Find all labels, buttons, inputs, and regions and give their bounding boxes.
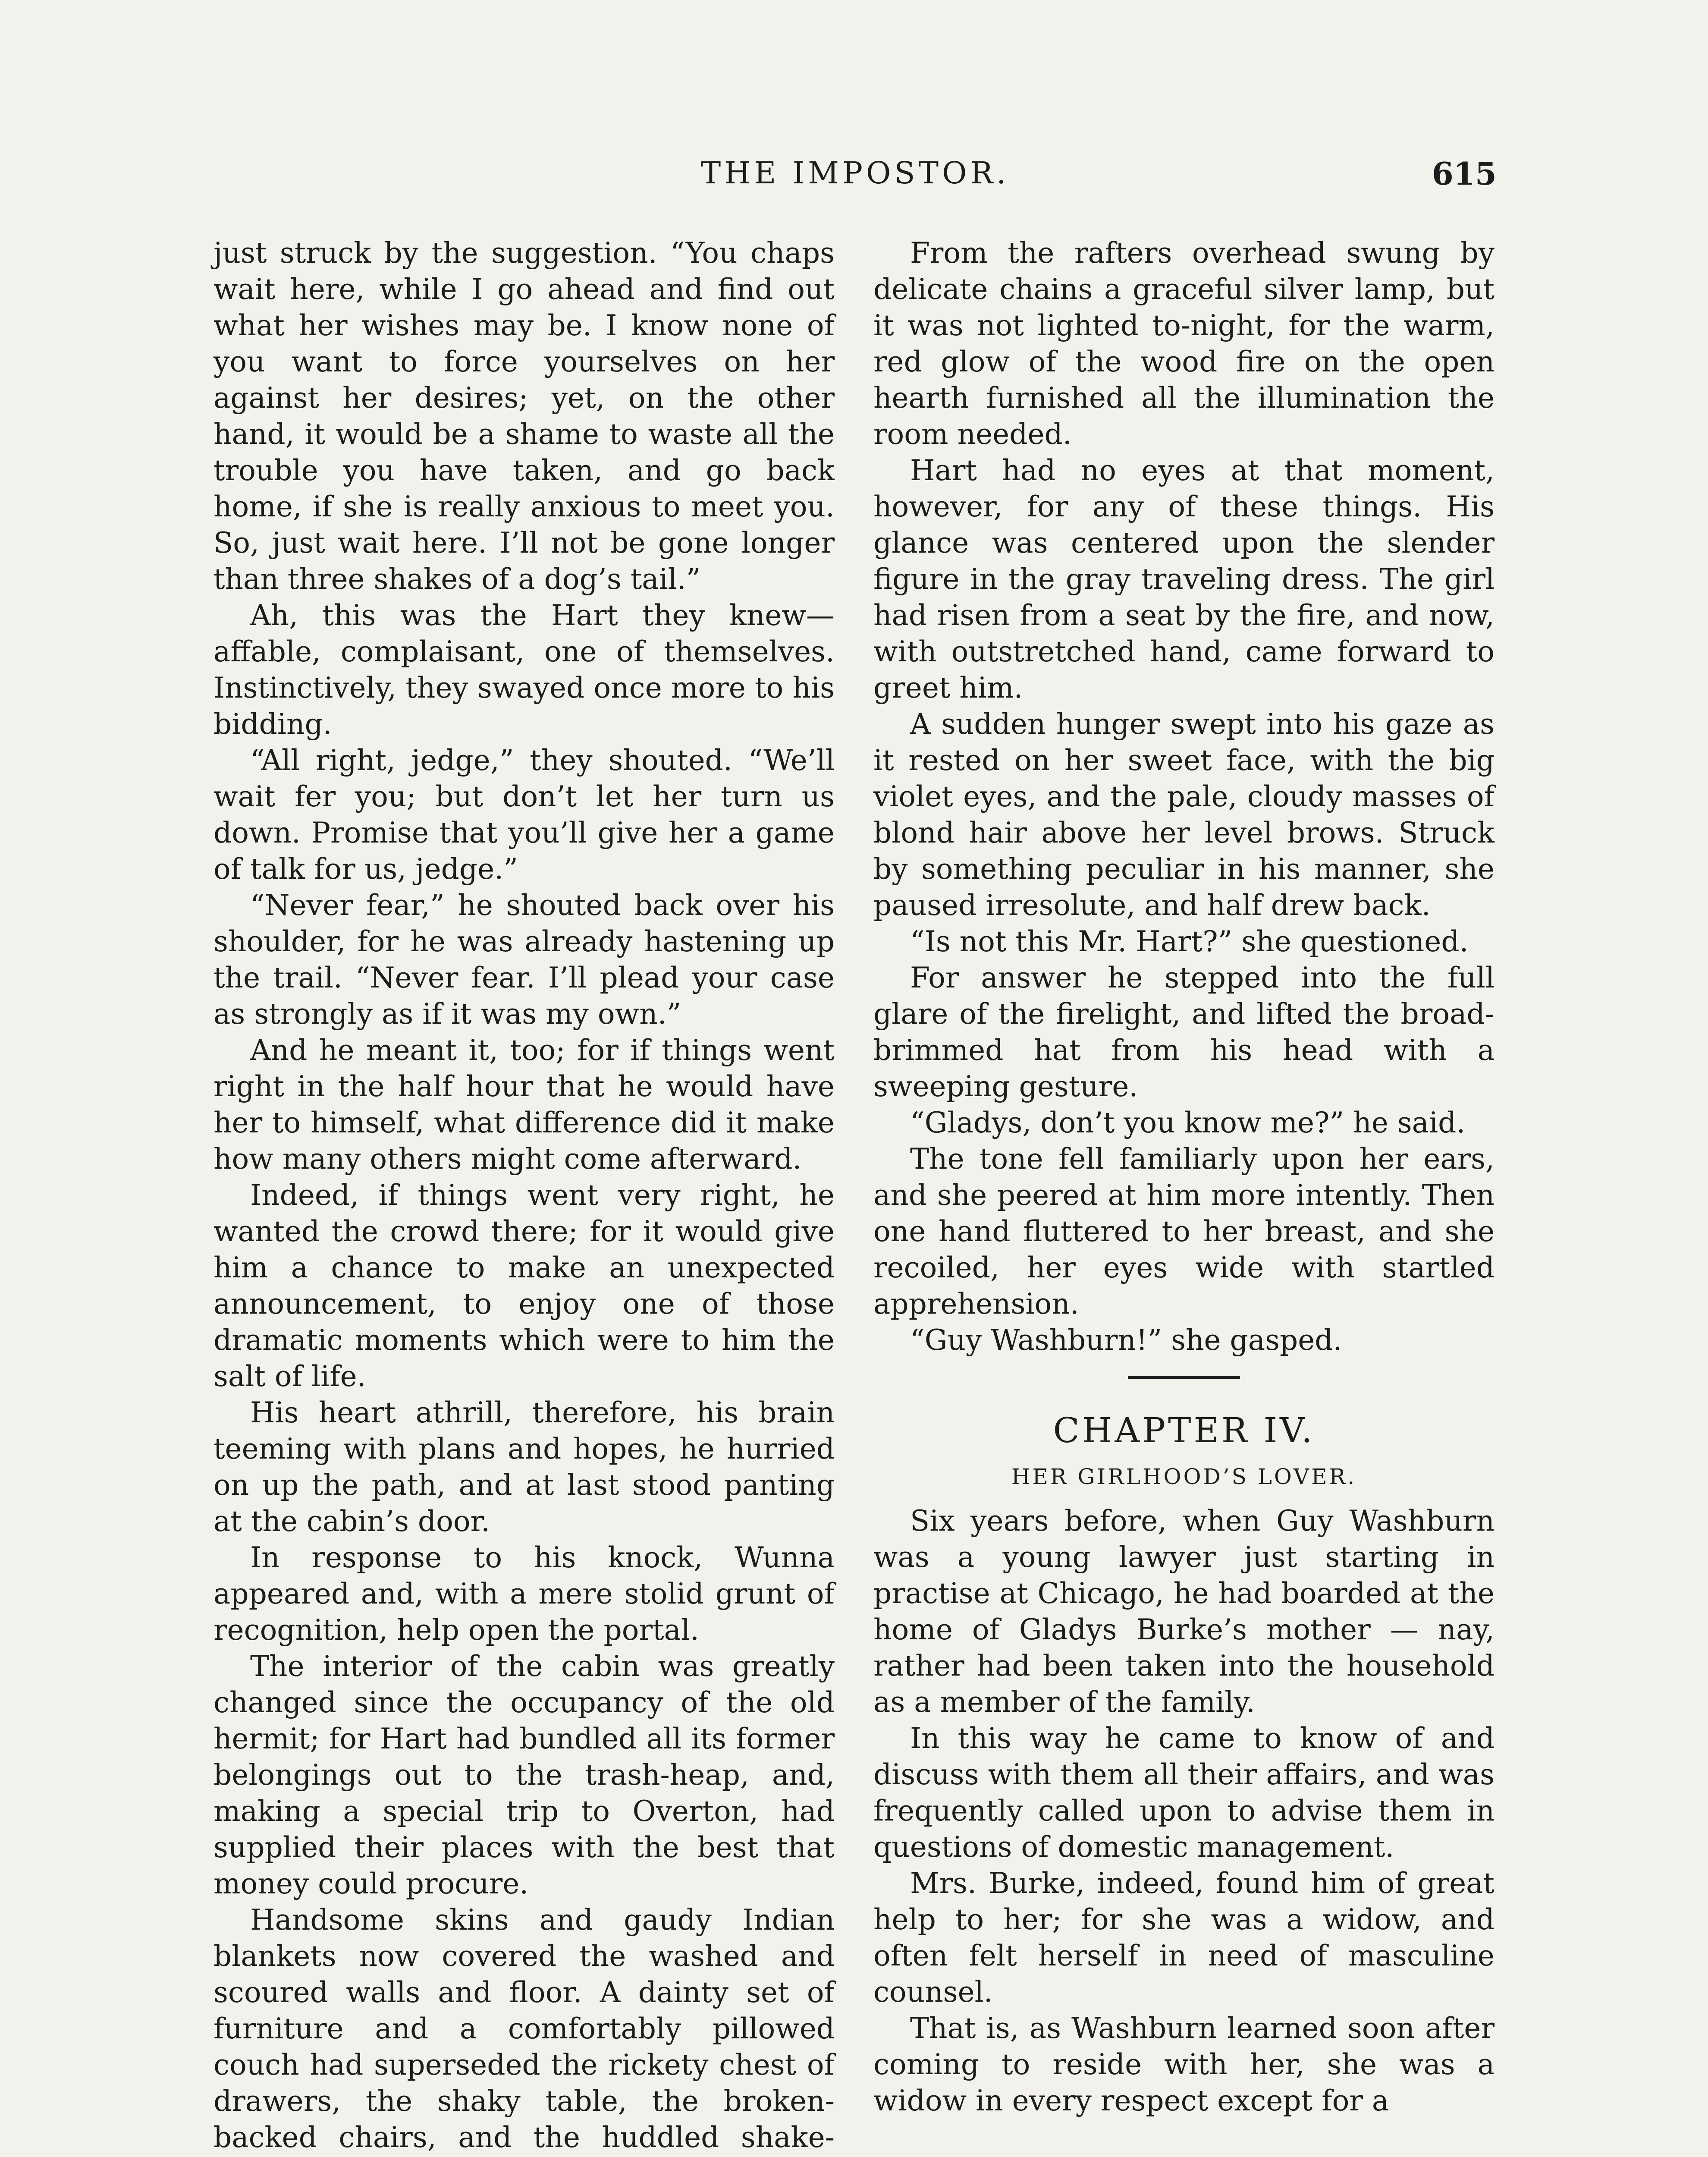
running-title: THE IMPOSTOR. bbox=[700, 155, 1010, 191]
paragraph: From the rafters overhead swung by delicate chains a graceful silver lamp, but it was not lighted to-night, for the warm, red glow of the wood fire on the open hearth furnished all the illumination the room needed. bbox=[873, 236, 1494, 451]
paragraph: “Is not this Mr. Hart?” she questioned. bbox=[910, 925, 1469, 958]
section-divider bbox=[1128, 1376, 1240, 1379]
paragraph: just struck by the suggestion. “You chaps wait here, while I go ahead and find out what her wishes may be. I know none of you want to force yourselves on her against her desires; yet, on the other hand, it would be a shame to waste all the trouble you have taken, and go back home, if she is really anxious to meet you. So, just wait here. I’ll not be gone longer than three shakes of a dog’s tail.” bbox=[214, 236, 835, 596]
paragraph: Six years before, when Guy Washburn was a young lawyer just starting in practise at Chicago, he had boarded at the home of Gladys Burke’s mother — nay, rather had been taken into the household as a member of the family. bbox=[873, 1504, 1494, 1719]
paragraph: “Gladys, don’t you know me?” he said. bbox=[910, 1106, 1466, 1139]
paragraph: A sudden hunger swept into his gaze as it rested on her sweet face, with the big violet eyes, and the pale, cloudy masses of blond hair above her level brows. Struck by something peculiar in his manner, she paused irresolute, and half drew back. bbox=[873, 707, 1494, 922]
paragraph: The interior of the cabin was greatly changed since the occupancy of the old hermit; for Hart had bundled all its former belongings out to the trash-heap, and, making a special trip to Overton, had supplied their places with the best that money could procure. bbox=[214, 1650, 835, 1900]
paragraph: The tone fell familiarly upon her ears, and she peered at him more intently. Then one hand fluttered to her breast, and she recoiled, her eyes wide with startled apprehension. bbox=[873, 1142, 1494, 1321]
page-header bbox=[214, 155, 1497, 207]
chapter-subtitle: HER GIRLHOOD’S LOVER. bbox=[1011, 1464, 1357, 1489]
paragraph: And he meant it, too; for if things went right in the half hour that he would have her to himself, what difference did it make how many others might come afterward. bbox=[214, 1034, 835, 1176]
paragraph: That is, as Washburn learned soon after coming to reside with her, she was a widow in every respect except for a bbox=[873, 2012, 1494, 2117]
paragraph: In response to his knock, Wunna appeared and, with a mere stolid grunt of recognition, help open the portal. bbox=[214, 1541, 835, 1647]
paragraph: Ah, this was the Hart they knew—affable, complaisant, one of themselves. Instinctively, they swayed once more to his bidding. bbox=[214, 599, 835, 741]
paragraph: Handsome skins and gaudy Indian blankets now covered the washed and scoured walls and floor. A dainty set of furniture and a comfortably pillowed couch had superseded the rickety chest of drawers, the shaky table, the broken-backed chairs, and the huddled shake- bbox=[214, 1903, 835, 2154]
paragraph: “All right, jedge,” they shouted. “We’ll wait fer you; but don’t let her turn us down. Promise that you’ll give her a game of talk for us, jedge.” bbox=[214, 744, 835, 886]
chapter-title: CHAPTER IV. bbox=[1053, 1410, 1315, 1450]
paragraph: “Never fear,” he shouted back over his shoulder, for he was already hastening up the trail. “Never fear. I’ll plead your case as strongly as if it was my own.” bbox=[214, 889, 835, 1031]
paragraph: “Guy Washburn!” she gasped. bbox=[910, 1324, 1342, 1357]
paragraph: Indeed, if things went very right, he wanted the crowd there; for it would give him a chance to make an unexpected announcement, to enjoy one of those dramatic moments which were to him the salt of life. bbox=[214, 1179, 835, 1393]
page-number: 615 bbox=[1432, 155, 1497, 192]
paragraph: His heart athrill, therefore, his brain teeming with plans and hopes, he hurried on up the path, and at last stood panting at the cabin’s door. bbox=[214, 1396, 835, 1538]
paragraph: Hart had no eyes at that moment, however, for any of these things. His glance was centered upon the slender figure in the gray traveling dress. The girl had risen from a seat by the fire, and now, with outstretched hand, came forward to greet him. bbox=[873, 454, 1494, 704]
paragraph: For answer he stepped into the full glare of the firelight, and lifted the broad-brimmed hat from his head with a sweeping gesture. bbox=[873, 961, 1494, 1103]
paragraph: In this way he came to know of and discuss with them all their affairs, and was frequently called upon to advise them in questions of domestic management. bbox=[873, 1722, 1494, 1864]
left-column bbox=[214, 235, 835, 2157]
right-column bbox=[873, 235, 1494, 2119]
paragraph: Mrs. Burke, indeed, found him of great help to her; for she was a widow, and often felt herself in need of masculine counsel. bbox=[873, 1867, 1494, 2009]
